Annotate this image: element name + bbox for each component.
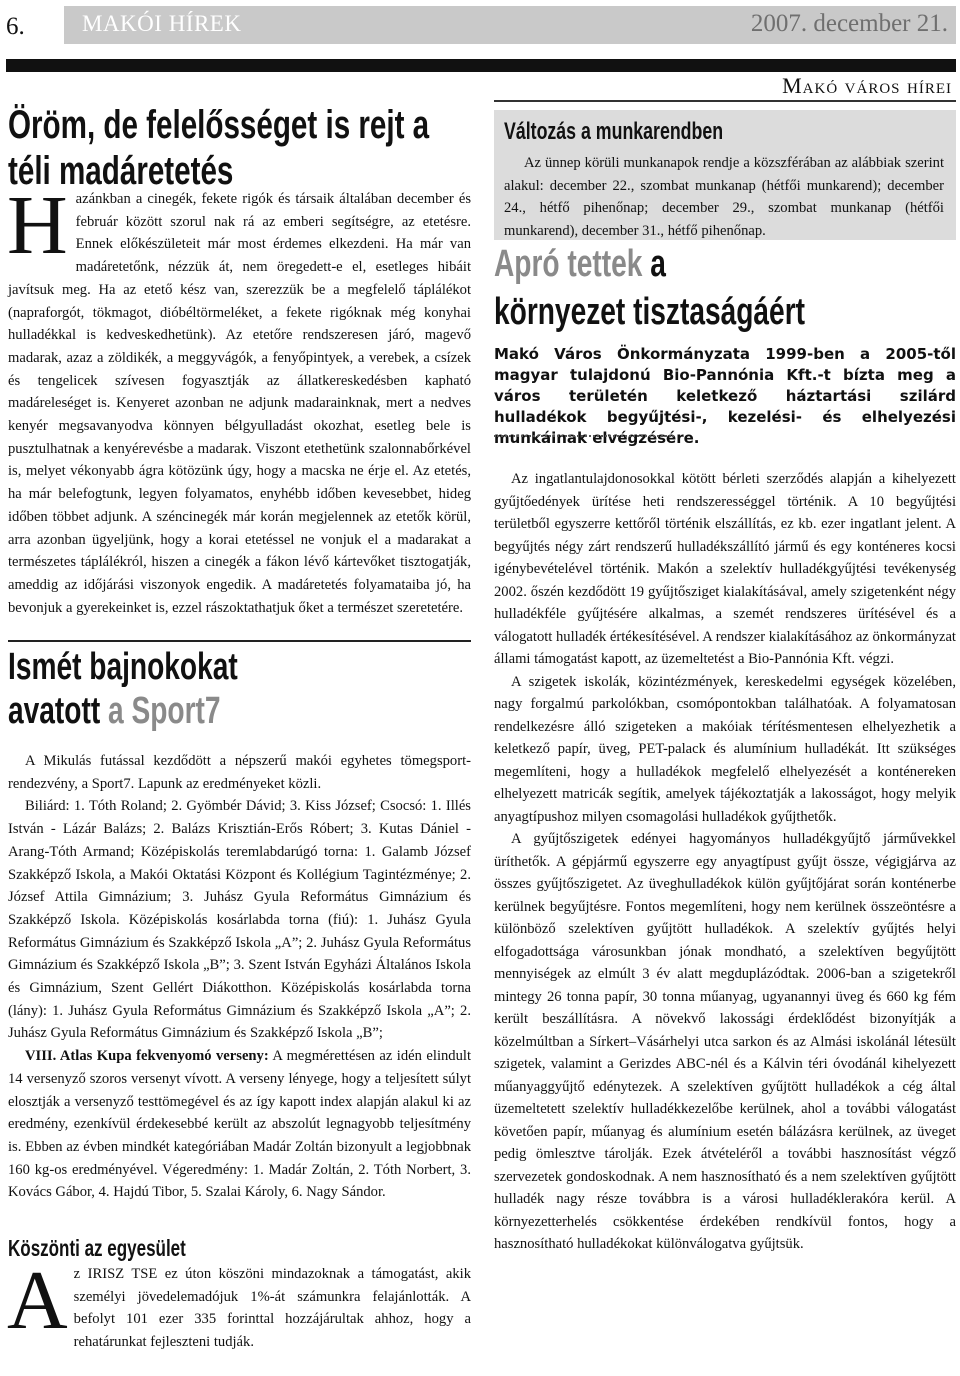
article1-headline-line1: Öröm, de felelősséget is rejt a bbox=[8, 103, 430, 147]
article2-headline bbox=[8, 645, 238, 733]
article-separator bbox=[8, 640, 471, 642]
page-number: 6. bbox=[6, 13, 25, 40]
article1-body bbox=[7, 179, 471, 619]
article2-headline-line1: Ismét bajnokokat bbox=[8, 646, 238, 688]
article2-headline-gray: a Sport7 bbox=[108, 690, 221, 732]
section-title: Makó város hírei bbox=[782, 73, 952, 98]
left-column bbox=[8, 100, 471, 1376]
article2-intro: A Mikulás futással kezdődött a népszerű makói egyhetes tömegsport-rendezvény, a Sport7. Lapunk az eredményeket közli. bbox=[8, 753, 471, 792]
article2-headline-line2 bbox=[8, 689, 238, 733]
article4-headline-line2: környezet tisztaságáért bbox=[494, 291, 806, 333]
article2-atlas-cup bbox=[8, 1045, 471, 1204]
dotted-divider bbox=[494, 435, 674, 437]
atlas-cup-text: A megmérettésen az idén elindult 14 versenyző szoros versenyt vívott. A verseny lényege, hogy a teljesített súlyt elosztják a versenyző testtömegével és az így kapott index alapján alakul ki az eredmény, ezenkívül érdekesebbé került az abszolút legnagyobb teljesítmény is. Ebben az évben mindkét kategóriában Madár Zoltán bizonyult a legjobbnak 160 kg-os eredményével. Végeredmény: 1. Madár Zoltán, 2. Tóth Norbert, 3. Kovács Gábor, 4. Hajdú Tibor, 5. Szalai Károly, 6. Nagy Sándor. bbox=[8, 1048, 471, 1201]
article2-body bbox=[8, 750, 471, 1204]
article3-headline: Köszönti az egyesület bbox=[8, 1235, 186, 1261]
article2-results: Biliárd: 1. Tóth Roland; 2. Gyömbér Dávid; 3. Kiss József; Csocsó: 1. Illés István - Lázár Balázs; 2. Balázs Krisztián-Erős Róbert; 3. Kutas Dániel - Arang-Tóth Armand; Középiskolás teremlabdarúgó torna: 1. Galamb József Szakképző Iskola, a Makói Oktatási Központ és Kollégium Tagintézménye; 2. József Attila Gimnázium; 3. Juhász Gyula Református Gimnázium és Szakképző Iskola. Középiskolás kosárlabda torna (fiú): 1. Juhász Gyula Református Gimnázium és Szakképző Iskola „A”; 2. Juhász Gyula Református Gimnázium és Szakképző Iskola „B”; 3. Szent István Egyházi Általános Iskola és Gimnázium, Szent Gellért Diákotthon. Középiskolás kosárlabda torna (lány): 1. Juhász Gyula Református Gimnázium és Szakképző Iskola „A”; 2. Juhász Gyula Református Gimnázium és Szakképző Iskola „B”; bbox=[8, 798, 471, 1042]
work-schedule-title: Változás a munkarendben bbox=[504, 118, 724, 145]
publication-title: MAKÓI HÍREK bbox=[82, 11, 242, 36]
article4-headline-line1 bbox=[494, 240, 805, 288]
article4-paragraph-1: Az ingatlantulajdonosokkal kötött bérleti szerződés alapján a kihelyezett gyűjtőedények ürítése heti rendszerességgel történik. A 10 begyűjtési területből egyszerre kettőről történik elszállítás, ez kb. ezer ingatlant jelent. A begyűjtés négy zárt rendszerű hulladékszállító jármű és egy konténeres kocsi igénybevételével történik. Makón a szelektív hulladékgyűjtési tevékenység 2002. őszén kezdődött 19 gyűjtősziget kialakításával, amely szigetenként négy hulladékféle gyűjtésére alkalmas, a szemét rendszeres ürítésével és a válogatott hulladék értékesítésével. A rendszer kialakításához az önkormányzat állami támogatást kapott, az üzemeltetést a Bio-Pannónia Kft. végzi. bbox=[494, 471, 956, 667]
article4-headline-gray: Apró tettek bbox=[494, 243, 643, 285]
work-schedule-text: Az ünnep körüli munkanapok rendje a közszférában az alábbiak szerint alakul: december 22., szombat munkanap (hétfői munkarend); december 24., hétfő pihenőnap; december 29., szombat munkanap (hétfői munkarend), december 31., hétfő pihenőnap. bbox=[504, 155, 944, 239]
article4-paragraph-2: A szigetek iskolák, közintézmények, kereskedelmi egységek közelében, nagy forgalmú parkolókban, csomópontokban találhatóak. A folyamatosan rendelkezésre álló szigeteken a makóiak térítésmentesen elhelyezhetik a keletkező papír, üveg, PET-palack és alumínium hulladékát. Itt szükséges megemlíteni, hogy a hulladékok megfelelő elhelyezését a konténereken elhelyezett matricák segítik, amelyek tájékoztatják a lakosságot, hogy melyik anyagtípushoz milyen csomagolási hulladékok gyűjthetők. bbox=[494, 673, 956, 825]
issue-date: 2007. december 21. bbox=[750, 10, 948, 37]
article1-drop-cap: H bbox=[7, 179, 68, 272]
article1-headline-line2: téli madáretetés bbox=[8, 149, 234, 193]
article4-headline-black: a bbox=[642, 243, 666, 285]
article4-headline bbox=[494, 240, 805, 336]
atlas-cup-label: VIII. Atlas Kupa fekvenyomó verseny: bbox=[25, 1048, 269, 1065]
article2-headline-black: avatott bbox=[8, 690, 109, 732]
article4-body bbox=[494, 468, 956, 1256]
article1-headline bbox=[8, 102, 429, 194]
work-schedule-box bbox=[494, 110, 956, 240]
article3-text: z IRISZ TSE ez úton köszöni mindazoknak a támogatást, akik személyi jövedelemadójuk 1%-át számunkra felajánlották. A befolyt 101 ezer 335 forinttal hozzájárultak ahhoz, hogy a rehatárunkat fejleszteni tudják. bbox=[73, 1266, 471, 1351]
article3-body bbox=[7, 1254, 471, 1354]
header-divider bbox=[6, 59, 956, 72]
header-bar bbox=[64, 6, 956, 44]
article4-paragraph-3: A gyűjtőszigetek edényei hagyományos hulladékgyűjtő járművekkel üríthetők. A gépjármű egyszerre egy anyagtípust gyűjt össze, végigjárva az összes gyűjtőszigetet. Az üveghulladékok külön gyűjtőjárat során konténerbe kerülnek begyűjtésre. Fontos megemlíteni, hogy nem kerülnek összeöntésre a különböző szelektíven gyűjtött hulladékok. A szelektív gyűjtés helyi elfogadottsága városunkban jónak mondható, a szelektíven begyűjtött mennyiségek az elmúlt 3 év alatt megduplázódtak. 2006-ban a szigetekről mintegy 26 tonna papír, 30 tonna műanyag, ugyanannyi üveg és 660 kg fém került beszállításra. A növekvő lakossági érdeklődést bizonyítják a közelmúltban a Sírkert–Vásárhelyi utca sarkon és az Almási iskolánál létesült szigetek, valamint a Gerizdes ABC-nél és a Kálvin téri óvodánál kihelyezett műanyaggyűjtő edénytezek. A szelektíven gyűjtött hulladékok a cég által üzemeltetett szelektív hulladékkezelőbe kerülnek, ahol a további válogatást követően papír, műanyag és alumínium esetén bálázásra kerülnek, az üveget pedig ömlesztve tárolják. Ezek átvételéről a további hasznosítást végző szervezetek gondoskodnak. A nem hasznosítható és a nem szelektíven gyűjtött hulladék nagy része továbbra is a városi hulladéklerakóra kerül. A környezetterhelés csökkentése érdekében rendkívül fontos, hogy a hasznosítható hulladékokat különválogatva gyűjtsük. bbox=[494, 831, 956, 1252]
page-header bbox=[0, 0, 960, 46]
article3-drop-cap: A bbox=[7, 1254, 68, 1347]
article4-lead: Makó Város Önkormányzata 1999-ben a 2005-től magyar tulajdonú Bio-Pannónia Kft.-t bízta meg a város területén keletkező háztartási szilárd hulladékok begyűjtési-, kezelési- és elhelyezési munkáinak elvégzésére. bbox=[494, 345, 956, 447]
article1-text: azánkban a cinegék, fekete rigók és társaik általában december és február között szorul nak rá az emberi segítségre, az etetésre. Ennek előkészületeit már most érdemes elkezdeni. Ha már van madáretetőnk, nézzük át, nem öregedett-e el, esetleges hibáit javítsuk meg. Ha az etető kész van, szerezzük be a megfelelő táplálékot (napraforgót, tökmagot, dióbéltörmeléket, a fekete rigóknak még konyhai hulladékkal is kedveskedhetünk). Az etetőre rendszeresen járó, magevő madarak, azaz a zöldikék, a meggyvágók, a fenyőpintyek, a verebek, a csízek és tengelicek szívesen fogyasztják az állatkereskedésben kapható madáreleséget is. Kenyeret azonban ne adjunk madarainknak, mert a nedves kenyér megsavanyodva könnyen bélgyulladást okozhat, esetleg bele is pusztulhatnak a kenyérevésbe a madarak. Viszont etethetünk szalonnabőrkével is, melyet vékonyabb ágra kötözünk úgy, hogy a macska ne érje el. Az etetés, ha már belefogtunk, legyen folyamatos, enyhébb időben kevesebbet, hideg időben többet adjunk. A széncinegék már korán megjelennek az etetők körül, arra azonban ügyeljünk, hogy a korai etetéssel ne vonjuk el a madarakat a természetes táplálékról, hiszen a cinegék a fákon lévő kártevőket tisztogatják, ameddig az időjárási viszonyok engedik. A madáretetés folyamataiba jó, ha bevonjuk a gyerekeinket is, ezzel rászoktathatjuk őket a természet szeretetére. bbox=[8, 191, 471, 616]
right-column bbox=[494, 100, 956, 1376]
